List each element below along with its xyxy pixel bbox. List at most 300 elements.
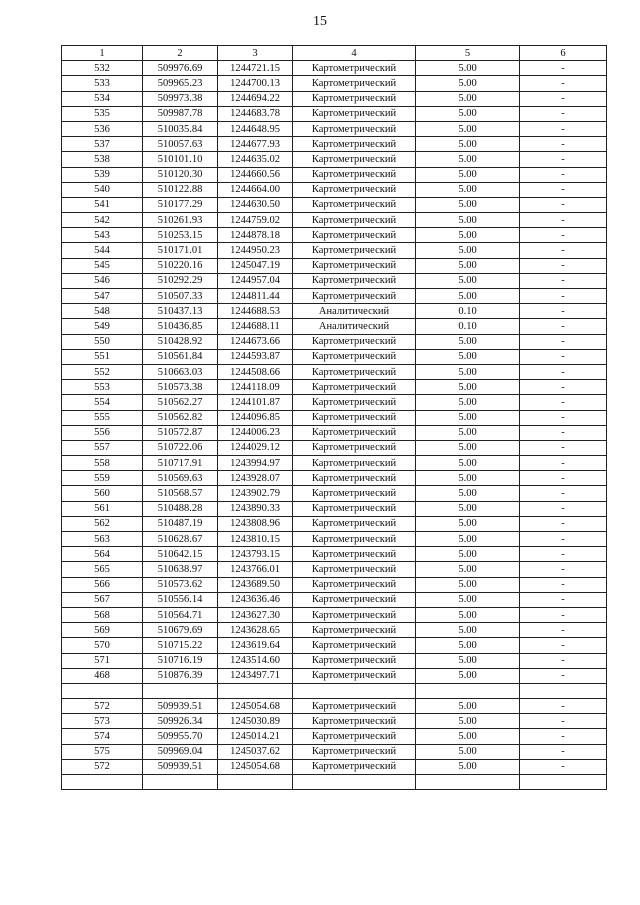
- x-coordinate-cell: 509976.69: [143, 61, 218, 76]
- description-cell: -: [520, 258, 607, 273]
- accuracy-cell: 5.00: [416, 547, 520, 562]
- method-cell: Картометрический: [293, 547, 416, 562]
- table-row: [62, 516, 607, 531]
- x-coordinate-cell: 510628.67: [143, 532, 218, 547]
- table-row: [62, 471, 607, 486]
- description-cell: -: [520, 577, 607, 592]
- x-coordinate-cell: 510220.16: [143, 258, 218, 273]
- point-number-cell: [62, 775, 143, 790]
- method-cell: Картометрический: [293, 486, 416, 501]
- y-coordinate-cell: 1245047.19: [218, 258, 293, 273]
- point-number-cell: 571: [62, 653, 143, 668]
- table-row: [62, 258, 607, 273]
- y-coordinate-cell: 1244118.09: [218, 380, 293, 395]
- accuracy-cell: 5.00: [416, 638, 520, 653]
- table-row: [62, 243, 607, 258]
- x-coordinate-cell: 509939.51: [143, 699, 218, 714]
- table-row: [62, 699, 607, 714]
- method-cell: Картометрический: [293, 167, 416, 182]
- method-cell: Картометрический: [293, 258, 416, 273]
- point-number-cell: 554: [62, 395, 143, 410]
- description-cell: -: [520, 562, 607, 577]
- description-cell: -: [520, 61, 607, 76]
- y-coordinate-cell: 1243636.46: [218, 592, 293, 607]
- accuracy-cell: 5.00: [416, 744, 520, 759]
- table-row: [62, 638, 607, 653]
- description-cell: -: [520, 532, 607, 547]
- method-cell: Картометрический: [293, 714, 416, 729]
- method-cell: Картометрический: [293, 228, 416, 243]
- x-coordinate-cell: 510057.63: [143, 137, 218, 152]
- description-cell: -: [520, 289, 607, 304]
- method-cell: Картометрический: [293, 699, 416, 714]
- y-coordinate-cell: 1245054.68: [218, 759, 293, 774]
- method-cell: Картометрический: [293, 91, 416, 106]
- description-cell: -: [520, 380, 607, 395]
- x-coordinate-cell: 510437.13: [143, 304, 218, 319]
- point-number-cell: 570: [62, 638, 143, 653]
- accuracy-cell: 5.00: [416, 106, 520, 121]
- point-number-cell: 539: [62, 167, 143, 182]
- accuracy-cell: 5.00: [416, 440, 520, 455]
- x-coordinate-cell: 509973.38: [143, 91, 218, 106]
- method-cell: Картометрический: [293, 213, 416, 228]
- y-coordinate-cell: 1244660.56: [218, 167, 293, 182]
- table-row: [62, 76, 607, 91]
- table-row: [62, 653, 607, 668]
- accuracy-cell: 5.00: [416, 364, 520, 379]
- method-cell: Картометрический: [293, 759, 416, 774]
- y-coordinate-cell: 1244029.12: [218, 440, 293, 455]
- point-number-cell: 572: [62, 699, 143, 714]
- point-number-cell: 562: [62, 516, 143, 531]
- y-coordinate-cell: 1244101.87: [218, 395, 293, 410]
- point-number-cell: 551: [62, 349, 143, 364]
- point-number-cell: 546: [62, 273, 143, 288]
- description-cell: -: [520, 182, 607, 197]
- x-coordinate-cell: 510488.28: [143, 501, 218, 516]
- description-cell: -: [520, 76, 607, 91]
- table-row: [62, 501, 607, 516]
- accuracy-cell: 5.00: [416, 623, 520, 638]
- table-row: [62, 683, 607, 698]
- description-cell: -: [520, 471, 607, 486]
- method-cell: Картометрический: [293, 729, 416, 744]
- x-coordinate-cell: 510120.30: [143, 167, 218, 182]
- y-coordinate-cell: 1243497.71: [218, 668, 293, 683]
- table-row: [62, 121, 607, 136]
- accuracy-cell: 5.00: [416, 213, 520, 228]
- table-row: [62, 775, 607, 790]
- accuracy-cell: 5.00: [416, 349, 520, 364]
- y-coordinate-cell: 1245054.68: [218, 699, 293, 714]
- y-coordinate-cell: 1243890.33: [218, 501, 293, 516]
- x-coordinate-cell: 510572.87: [143, 425, 218, 440]
- description-cell: -: [520, 395, 607, 410]
- method-cell: Аналитический: [293, 319, 416, 334]
- y-coordinate-cell: 1243793.15: [218, 547, 293, 562]
- y-coordinate-cell: 1243689.50: [218, 577, 293, 592]
- description-cell: -: [520, 501, 607, 516]
- description-cell: -: [520, 653, 607, 668]
- point-number-cell: 549: [62, 319, 143, 334]
- accuracy-cell: 5.00: [416, 668, 520, 683]
- y-coordinate-cell: 1244950.23: [218, 243, 293, 258]
- y-coordinate-cell: 1244635.02: [218, 152, 293, 167]
- point-number-cell: 553: [62, 380, 143, 395]
- point-number-cell: 555: [62, 410, 143, 425]
- table-row: [62, 197, 607, 212]
- description-cell: -: [520, 729, 607, 744]
- point-number-cell: 545: [62, 258, 143, 273]
- x-coordinate-cell: 510638.97: [143, 562, 218, 577]
- point-number-cell: 575: [62, 744, 143, 759]
- y-coordinate-cell: 1243766.01: [218, 562, 293, 577]
- description-cell: -: [520, 759, 607, 774]
- y-coordinate-cell: 1244811.44: [218, 289, 293, 304]
- point-number-cell: 572: [62, 759, 143, 774]
- y-coordinate-cell: 1245037.62: [218, 744, 293, 759]
- point-number-cell: 543: [62, 228, 143, 243]
- x-coordinate-cell: 510562.82: [143, 410, 218, 425]
- column-header: 5: [416, 46, 520, 61]
- accuracy-cell: 5.00: [416, 197, 520, 212]
- description-cell: -: [520, 152, 607, 167]
- method-cell: Картометрический: [293, 61, 416, 76]
- accuracy-cell: 5.00: [416, 121, 520, 136]
- table-row: [62, 137, 607, 152]
- x-coordinate-cell: 510561.84: [143, 349, 218, 364]
- description-cell: -: [520, 623, 607, 638]
- y-coordinate-cell: 1243514.60: [218, 653, 293, 668]
- y-coordinate-cell: 1243810.15: [218, 532, 293, 547]
- method-cell: Картометрический: [293, 137, 416, 152]
- method-cell: Картометрический: [293, 425, 416, 440]
- accuracy-cell: 5.00: [416, 562, 520, 577]
- accuracy-cell: 5.00: [416, 516, 520, 531]
- table-row: [62, 182, 607, 197]
- y-coordinate-cell: 1244957.04: [218, 273, 293, 288]
- table-row: [62, 714, 607, 729]
- method-cell: Картометрический: [293, 273, 416, 288]
- column-header: 2: [143, 46, 218, 61]
- method-cell: Картометрический: [293, 516, 416, 531]
- table-row: [62, 562, 607, 577]
- description-cell: -: [520, 668, 607, 683]
- point-number-cell: 535: [62, 106, 143, 121]
- table-row: [62, 91, 607, 106]
- x-coordinate-cell: 510507.33: [143, 289, 218, 304]
- description-cell: -: [520, 304, 607, 319]
- method-cell: Картометрический: [293, 182, 416, 197]
- column-header: 1: [62, 46, 143, 61]
- accuracy-cell: 5.00: [416, 61, 520, 76]
- method-cell: Картометрический: [293, 607, 416, 622]
- accuracy-cell: 5.00: [416, 273, 520, 288]
- y-coordinate-cell: 1244664.00: [218, 182, 293, 197]
- description-cell: -: [520, 425, 607, 440]
- point-number-cell: 468: [62, 668, 143, 683]
- description-cell: -: [520, 197, 607, 212]
- point-number-cell: 548: [62, 304, 143, 319]
- description-cell: -: [520, 106, 607, 121]
- table-row: [62, 106, 607, 121]
- method-cell: Картометрический: [293, 121, 416, 136]
- y-coordinate-cell: 1244648.95: [218, 121, 293, 136]
- y-coordinate-cell: [218, 775, 293, 790]
- description-cell: -: [520, 243, 607, 258]
- page-number: 15: [313, 14, 327, 29]
- y-coordinate-cell: 1243628.65: [218, 623, 293, 638]
- y-coordinate-cell: 1244694.22: [218, 91, 293, 106]
- description-cell: [520, 683, 607, 698]
- point-number-cell: 559: [62, 471, 143, 486]
- accuracy-cell: 5.00: [416, 410, 520, 425]
- y-coordinate-cell: 1244006.23: [218, 425, 293, 440]
- x-coordinate-cell: 510564.71: [143, 607, 218, 622]
- method-cell: Картометрический: [293, 410, 416, 425]
- description-cell: -: [520, 334, 607, 349]
- y-coordinate-cell: 1243994.97: [218, 456, 293, 471]
- description-cell: -: [520, 486, 607, 501]
- description-cell: -: [520, 410, 607, 425]
- accuracy-cell: 5.00: [416, 228, 520, 243]
- y-coordinate-cell: 1244673.66: [218, 334, 293, 349]
- x-coordinate-cell: 510573.62: [143, 577, 218, 592]
- accuracy-cell: 5.00: [416, 607, 520, 622]
- x-coordinate-cell: 510035.84: [143, 121, 218, 136]
- method-cell: Картометрический: [293, 638, 416, 653]
- point-number-cell: 558: [62, 456, 143, 471]
- method-cell: Картометрический: [293, 395, 416, 410]
- method-cell: [293, 775, 416, 790]
- accuracy-cell: 5.00: [416, 486, 520, 501]
- y-coordinate-cell: 1244700.13: [218, 76, 293, 91]
- x-coordinate-cell: [143, 683, 218, 698]
- point-number-cell: 538: [62, 152, 143, 167]
- point-number-cell: 568: [62, 607, 143, 622]
- point-number-cell: 540: [62, 182, 143, 197]
- point-number-cell: [62, 683, 143, 698]
- description-cell: -: [520, 364, 607, 379]
- method-cell: Картометрический: [293, 334, 416, 349]
- table-header-row: [62, 46, 607, 61]
- x-coordinate-cell: 510642.15: [143, 547, 218, 562]
- x-coordinate-cell: 510261.93: [143, 213, 218, 228]
- method-cell: Картометрический: [293, 380, 416, 395]
- y-coordinate-cell: 1243928.07: [218, 471, 293, 486]
- y-coordinate-cell: 1244593.87: [218, 349, 293, 364]
- accuracy-cell: 5.00: [416, 258, 520, 273]
- x-coordinate-cell: 510717.91: [143, 456, 218, 471]
- y-coordinate-cell: 1244096.85: [218, 410, 293, 425]
- table-row: [62, 289, 607, 304]
- method-cell: Картометрический: [293, 197, 416, 212]
- point-number-cell: 532: [62, 61, 143, 76]
- point-number-cell: 542: [62, 213, 143, 228]
- method-cell: Картометрический: [293, 456, 416, 471]
- accuracy-cell: 5.00: [416, 395, 520, 410]
- table-row: [62, 744, 607, 759]
- table-row: [62, 607, 607, 622]
- point-number-cell: 563: [62, 532, 143, 547]
- method-cell: Картометрический: [293, 501, 416, 516]
- table-row: [62, 380, 607, 395]
- x-coordinate-cell: 510722.06: [143, 440, 218, 455]
- x-coordinate-cell: 509969.04: [143, 744, 218, 759]
- description-cell: -: [520, 137, 607, 152]
- x-coordinate-cell: 510716.19: [143, 653, 218, 668]
- point-number-cell: 537: [62, 137, 143, 152]
- description-cell: -: [520, 91, 607, 106]
- table-row: [62, 228, 607, 243]
- x-coordinate-cell: 509926.34: [143, 714, 218, 729]
- table-row: [62, 304, 607, 319]
- table-row: [62, 334, 607, 349]
- point-number-cell: 536: [62, 121, 143, 136]
- description-cell: [520, 775, 607, 790]
- accuracy-cell: 5.00: [416, 532, 520, 547]
- point-number-cell: 573: [62, 714, 143, 729]
- point-number-cell: 556: [62, 425, 143, 440]
- method-cell: Картометрический: [293, 349, 416, 364]
- table-row: [62, 759, 607, 774]
- y-coordinate-cell: 1244677.93: [218, 137, 293, 152]
- description-cell: -: [520, 699, 607, 714]
- point-number-cell: 533: [62, 76, 143, 91]
- table-row: [62, 349, 607, 364]
- description-cell: -: [520, 167, 607, 182]
- method-cell: Картометрический: [293, 623, 416, 638]
- x-coordinate-cell: 510253.15: [143, 228, 218, 243]
- coordinates-table: [61, 45, 607, 790]
- table-row: [62, 729, 607, 744]
- accuracy-cell: 5.00: [416, 137, 520, 152]
- description-cell: -: [520, 714, 607, 729]
- y-coordinate-cell: 1244683.78: [218, 106, 293, 121]
- y-coordinate-cell: 1243902.79: [218, 486, 293, 501]
- x-coordinate-cell: 510292.29: [143, 273, 218, 288]
- description-cell: -: [520, 638, 607, 653]
- y-coordinate-cell: 1243808.96: [218, 516, 293, 531]
- description-cell: -: [520, 319, 607, 334]
- method-cell: Картометрический: [293, 532, 416, 547]
- point-number-cell: 569: [62, 623, 143, 638]
- x-coordinate-cell: 510171.01: [143, 243, 218, 258]
- method-cell: Картометрический: [293, 152, 416, 167]
- method-cell: Картометрический: [293, 668, 416, 683]
- method-cell: Картометрический: [293, 744, 416, 759]
- table-row: [62, 395, 607, 410]
- description-cell: -: [520, 607, 607, 622]
- description-cell: -: [520, 213, 607, 228]
- table-row: [62, 668, 607, 683]
- method-cell: Картометрический: [293, 289, 416, 304]
- description-cell: -: [520, 349, 607, 364]
- point-number-cell: 560: [62, 486, 143, 501]
- accuracy-cell: 5.00: [416, 501, 520, 516]
- x-coordinate-cell: [143, 775, 218, 790]
- accuracy-cell: [416, 775, 520, 790]
- method-cell: Картометрический: [293, 440, 416, 455]
- table-row: [62, 440, 607, 455]
- point-number-cell: 564: [62, 547, 143, 562]
- table-row: [62, 592, 607, 607]
- description-cell: -: [520, 440, 607, 455]
- x-coordinate-cell: 510487.19: [143, 516, 218, 531]
- y-coordinate-cell: [218, 683, 293, 698]
- accuracy-cell: 5.00: [416, 380, 520, 395]
- method-cell: Аналитический: [293, 304, 416, 319]
- point-number-cell: 566: [62, 577, 143, 592]
- method-cell: Картометрический: [293, 76, 416, 91]
- method-cell: Картометрический: [293, 592, 416, 607]
- x-coordinate-cell: 510679.69: [143, 623, 218, 638]
- accuracy-cell: 0.10: [416, 319, 520, 334]
- accuracy-cell: 5.00: [416, 714, 520, 729]
- accuracy-cell: 5.00: [416, 182, 520, 197]
- accuracy-cell: 0.10: [416, 304, 520, 319]
- point-number-cell: 552: [62, 364, 143, 379]
- y-coordinate-cell: 1244878.18: [218, 228, 293, 243]
- description-cell: -: [520, 121, 607, 136]
- table-row: [62, 547, 607, 562]
- method-cell: Картометрический: [293, 243, 416, 258]
- point-number-cell: 550: [62, 334, 143, 349]
- table-row: [62, 273, 607, 288]
- point-number-cell: 561: [62, 501, 143, 516]
- table-row: [62, 213, 607, 228]
- method-cell: Картометрический: [293, 471, 416, 486]
- method-cell: Картометрический: [293, 364, 416, 379]
- table-row: [62, 152, 607, 167]
- accuracy-cell: 5.00: [416, 759, 520, 774]
- y-coordinate-cell: 1244688.53: [218, 304, 293, 319]
- table-row: [62, 456, 607, 471]
- y-coordinate-cell: 1243619.64: [218, 638, 293, 653]
- point-number-cell: 574: [62, 729, 143, 744]
- accuracy-cell: 5.00: [416, 577, 520, 592]
- table-body: [62, 46, 607, 790]
- table-row: [62, 532, 607, 547]
- column-header: 6: [520, 46, 607, 61]
- accuracy-cell: 5.00: [416, 729, 520, 744]
- y-coordinate-cell: 1244759.02: [218, 213, 293, 228]
- table-row: [62, 486, 607, 501]
- description-cell: -: [520, 228, 607, 243]
- accuracy-cell: 5.00: [416, 425, 520, 440]
- description-cell: -: [520, 744, 607, 759]
- y-coordinate-cell: 1244688.11: [218, 319, 293, 334]
- point-number-cell: 565: [62, 562, 143, 577]
- accuracy-cell: 5.00: [416, 471, 520, 486]
- description-cell: -: [520, 547, 607, 562]
- x-coordinate-cell: 510568.57: [143, 486, 218, 501]
- x-coordinate-cell: 510876.39: [143, 668, 218, 683]
- x-coordinate-cell: 510101.10: [143, 152, 218, 167]
- table-row: [62, 425, 607, 440]
- x-coordinate-cell: 510562.27: [143, 395, 218, 410]
- accuracy-cell: 5.00: [416, 91, 520, 106]
- accuracy-cell: 5.00: [416, 167, 520, 182]
- accuracy-cell: 5.00: [416, 334, 520, 349]
- point-number-cell: 544: [62, 243, 143, 258]
- method-cell: Картометрический: [293, 577, 416, 592]
- x-coordinate-cell: 509955.70: [143, 729, 218, 744]
- accuracy-cell: 5.00: [416, 456, 520, 471]
- x-coordinate-cell: 510569.63: [143, 471, 218, 486]
- x-coordinate-cell: 510428.92: [143, 334, 218, 349]
